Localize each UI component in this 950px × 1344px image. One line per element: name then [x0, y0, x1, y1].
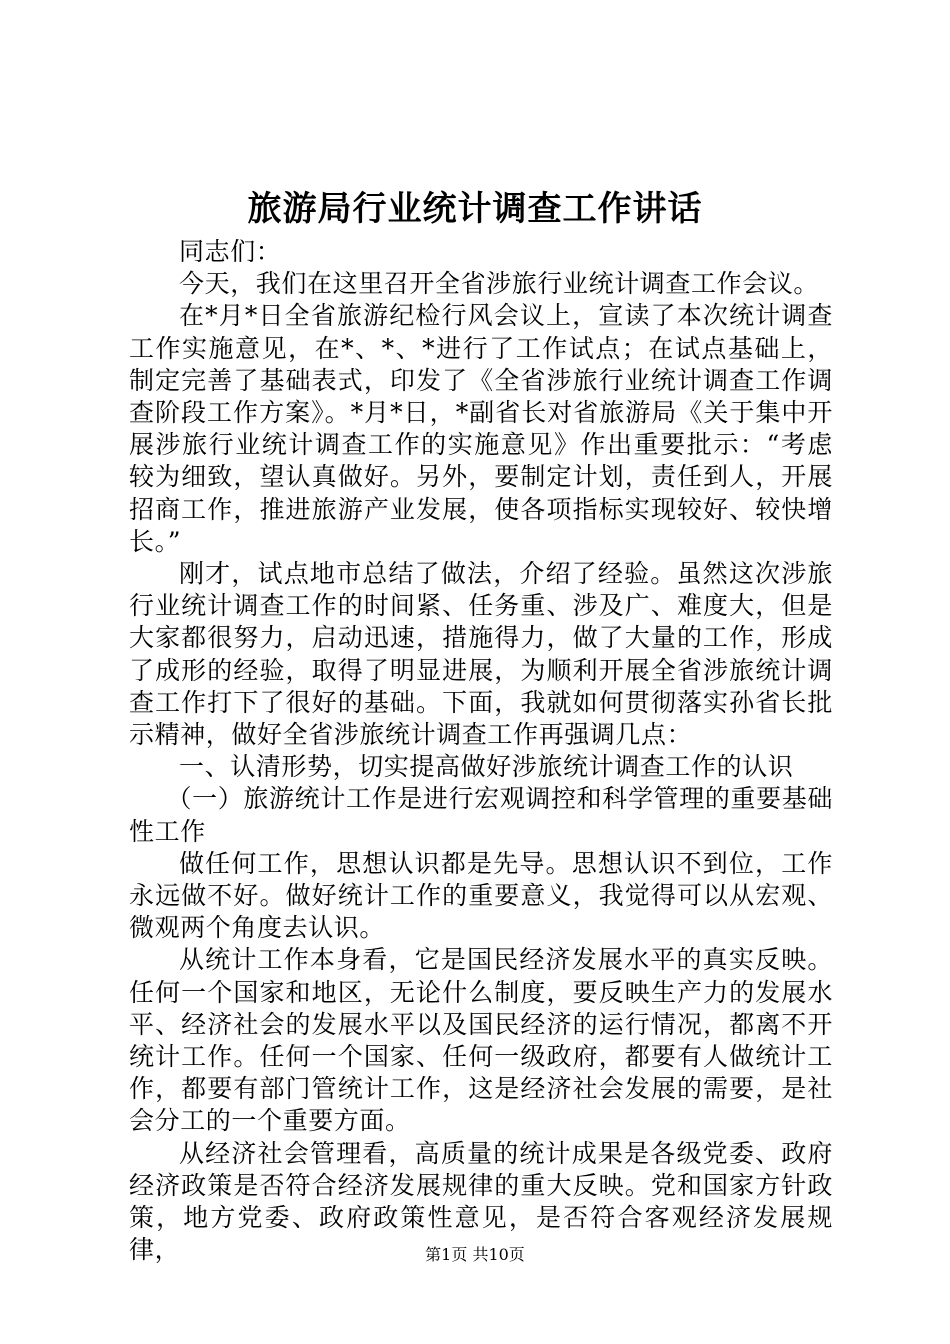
- section-heading: 一、认清形势，切实提高做好涉旅统计调查工作的认识: [179, 752, 794, 782]
- subsection-heading: （一）旅游统计工作是进行宏观调控和科学管理的重要基础性工作: [129, 784, 833, 846]
- paragraph: 从统计工作本身看，它是国民经济发展水平的真实反映。任何一个国家和地区，无论什么制度，要反映生产力的发展水平、经济社会的发展水平以及国民经济的运行情况，都离不开统计工作。任何一个国家、任何一级政府，都要有人做统计工作，都要有部门管统计工作，这是经济社会发展的需要，是社会分工的一个重要方面。: [129, 945, 833, 1136]
- paragraph: 刚才，试点地市总结了做法，介绍了经验。虽然这次涉旅行业统计调查工作的时间紧、任务重、涉及广、难度大，但是大家都很努力，启动迅速，措施得力，做了大量的工作，形成了成形的经验，取得了明显进展，为顺利开展全省涉旅统计调查工作打下了很好的基础。下面，我就如何贯彻落实孙省长批示精神，做好全省涉旅统计调查工作再强调几点：: [129, 559, 833, 750]
- page-footer: 第1页 共10页: [425, 1245, 525, 1264]
- document-body: [129, 236, 833, 1267]
- paragraph: 今天，我们在这里召开全省涉旅行业统计调查工作会议。: [179, 269, 820, 299]
- paragraph: 从经济社会管理看，高质量的统计成果是各级党委、政府经济政策是否符合经济发展规律的重大反映。党和国家方针政策，地方党委、政府政策性意见，是否符合客观经济发展规律，: [129, 1138, 833, 1265]
- paragraph: 在*月*日全省旅游纪检行风会议上，宣读了本次统计调查工作实施意见，在*、*、*进行了工作试点；在试点基础上，制定完善了基础表式，印发了《全省涉旅行业统计调查工作调查阶段工作方案》。*月*日，*副省长对省旅游局《关于集中开展涉旅行业统计调查工作的实施意见》作出重要批示：“考虑较为细致，望认真做好。另外，要制定计划，责任到人，开展招商工作，推进旅游产业发展，使各项指标实现较好、较快增长。”: [129, 301, 833, 556]
- salutation: 同志们：: [179, 237, 282, 266]
- document-title: 旅游局行业统计调查工作讲话: [247, 189, 703, 229]
- paragraph: 做任何工作，思想认识都是先导。思想认识不到位，工作永远做不好。做好统计工作的重要意义，我觉得可以从宏观、微观两个角度去认识。: [129, 848, 833, 943]
